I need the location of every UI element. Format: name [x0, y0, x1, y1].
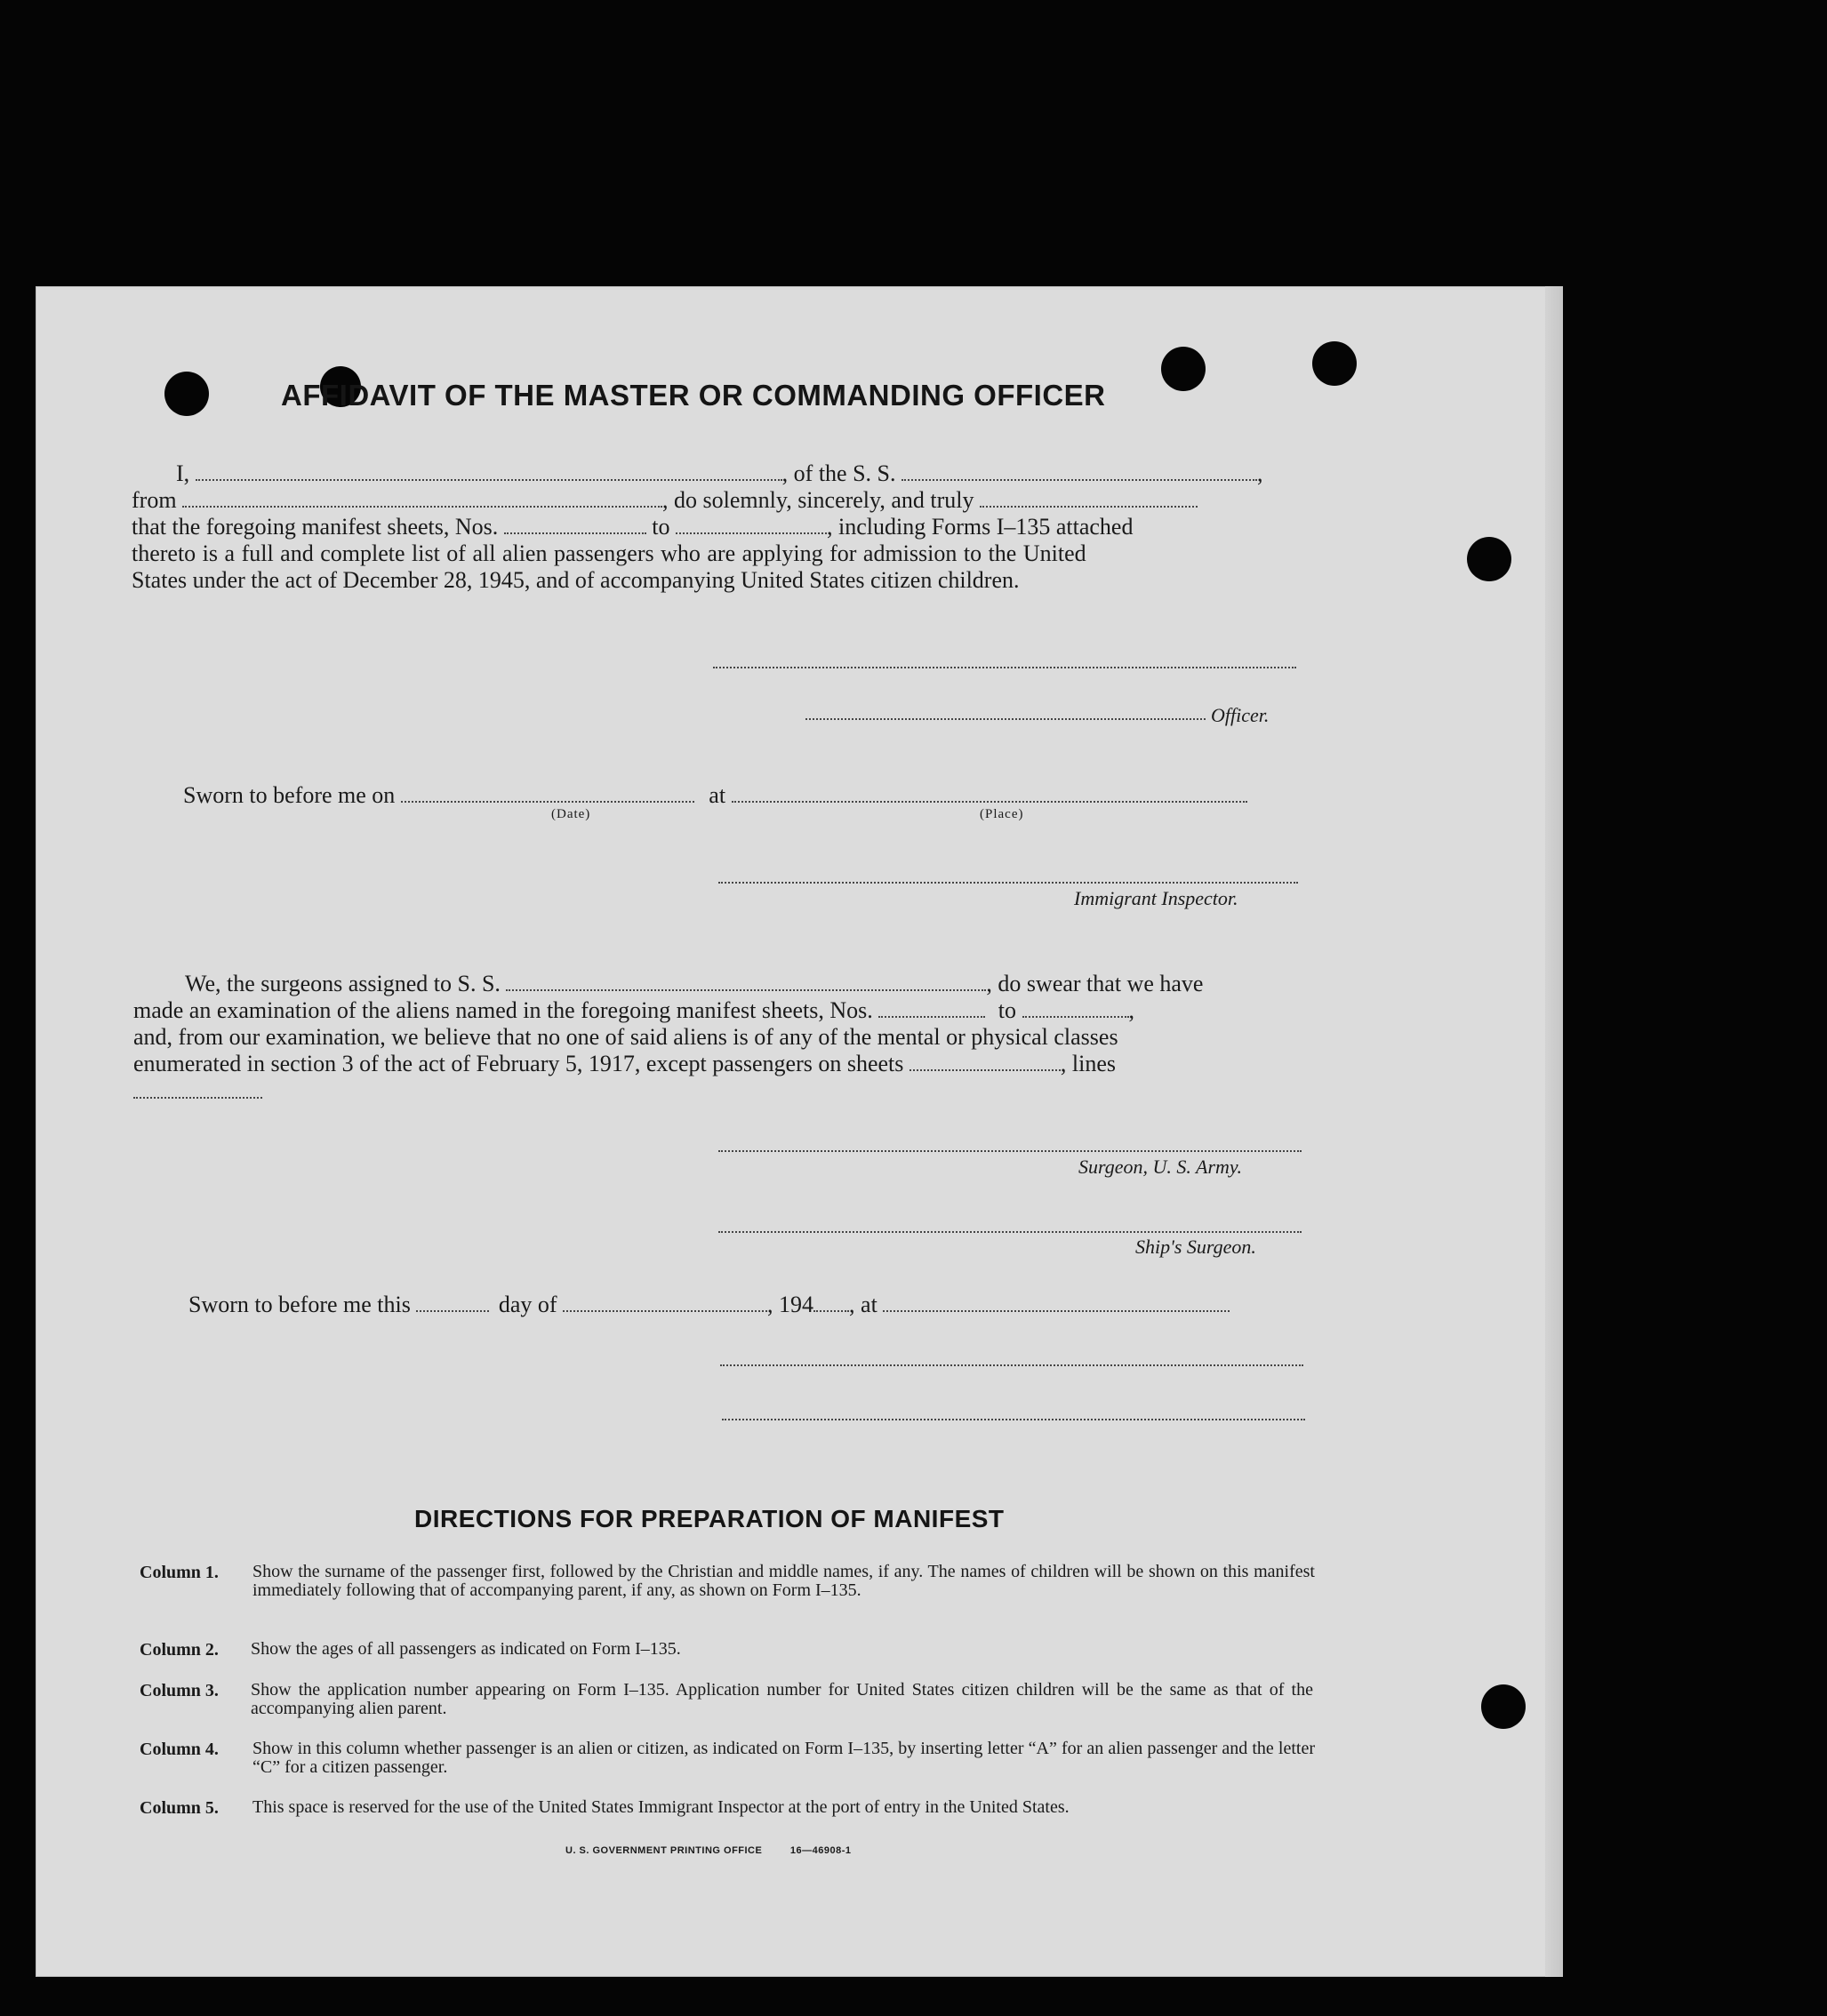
surgeons-line-2	[133, 997, 1134, 1024]
affidavit-text: , including Forms I–135 attached	[827, 514, 1134, 540]
sworn-place-blank[interactable]	[883, 1294, 1230, 1312]
ship-name-blank[interactable]	[901, 463, 1257, 481]
affidavit-text: , do solemnly, sincerely, and truly	[662, 487, 974, 513]
column-label: Column 1.	[140, 1563, 219, 1582]
army-surgeon-signature-line[interactable]	[718, 1150, 1302, 1152]
punch-hole	[1481, 1684, 1526, 1729]
column-label: Column 3.	[140, 1681, 219, 1700]
month-blank[interactable]	[563, 1294, 767, 1312]
column-label: Column 4.	[140, 1740, 219, 1759]
name-blank[interactable]	[196, 463, 782, 481]
affidavit-text: ,	[1257, 460, 1263, 486]
affidavit-text: , of the S. S.	[781, 460, 896, 486]
affidavit-line-3	[132, 514, 1133, 540]
sworn-text: day of	[498, 1292, 557, 1317]
army-surgeon-label: Surgeon, U. S. Army.	[1078, 1156, 1242, 1178]
surgeons-text: , lines	[1060, 1051, 1117, 1076]
day-blank[interactable]	[416, 1294, 489, 1312]
ship-surgeon-signature-line[interactable]	[718, 1231, 1302, 1233]
affidavit-text: to	[652, 514, 670, 540]
date-caption: (Date)	[551, 807, 591, 821]
column-label: Column 5.	[140, 1798, 219, 1818]
sworn-text: Sworn to before me this	[188, 1292, 411, 1317]
year-blank[interactable]	[813, 1294, 849, 1312]
surgeons-text: ,	[1128, 997, 1134, 1023]
surgeons-text: , do swear that we have	[986, 971, 1204, 996]
sworn-text: at	[709, 782, 726, 808]
affidavit-text: from	[132, 487, 177, 513]
date-blank[interactable]	[401, 785, 694, 803]
sworn-text: , 194	[767, 1292, 814, 1317]
surgeons-line-3: and, from our examination, we believe that no one of said aliens is of any of the mental or physical classes	[133, 1024, 1118, 1050]
signature-line[interactable]	[722, 1419, 1305, 1420]
origin-blank[interactable]	[182, 490, 662, 508]
inspector-label: Immigrant Inspector.	[1074, 887, 1238, 909]
surgeons-text: enumerated in section 3 of the act of February 5, 1917, except passengers on sheets	[133, 1051, 904, 1076]
form-code: 16—46908-1	[789, 1845, 852, 1856]
page-edge	[1545, 286, 1563, 1977]
master-signature-line[interactable]	[713, 667, 1296, 668]
sworn-line-1	[183, 782, 1247, 809]
exception-lines-blank[interactable]	[133, 1097, 262, 1099]
punch-hole	[164, 372, 209, 416]
officer-title-line[interactable]	[805, 718, 1206, 720]
directions-heading: DIRECTIONS FOR PREPARATION OF MANIFEST	[414, 1505, 1005, 1532]
sheet-from-blank[interactable]	[504, 516, 646, 534]
sworn-text: , at	[849, 1292, 877, 1317]
surgeons-line-4	[133, 1051, 1116, 1077]
exam-to-blank[interactable]	[1022, 1000, 1129, 1018]
printer-name: U. S. GOVERNMENT PRINTING OFFICE	[565, 1845, 763, 1856]
affidavit-line-1	[176, 460, 1263, 487]
punch-hole	[1312, 341, 1357, 386]
exception-sheets-blank[interactable]	[909, 1053, 1061, 1071]
affidavit-line-5: States under the act of December 28, 1945, and of accompanying United States citizen children.	[132, 567, 1020, 593]
surgeons-text: to	[998, 997, 1016, 1023]
affidavit-line-4: thereto is a full and complete list of all alien passengers who are applying for admission to the United	[132, 540, 1086, 566]
column-description: Show the surname of the passenger first, followed by the Christian and middle names, if any. The names of children will be shown on this manifest immediately following that of accompanying parent, if any, as shown on Form I–135.	[252, 1562, 1315, 1600]
column-description: Show the ages of all passengers as indicated on Form I–135.	[251, 1639, 681, 1659]
exam-from-blank[interactable]	[878, 1000, 985, 1018]
surgeons-text: We, the surgeons assigned to S. S.	[185, 971, 501, 996]
place-caption: (Place)	[980, 807, 1024, 821]
inspector-signature-line[interactable]	[718, 882, 1298, 884]
signature-line[interactable]	[720, 1364, 1303, 1366]
place-blank[interactable]	[732, 785, 1247, 803]
surgeons-line-1	[185, 971, 1203, 997]
surgeons-text: made an examination of the aliens named in the foregoing manifest sheets, Nos.	[133, 997, 873, 1023]
column-label: Column 2.	[140, 1640, 219, 1660]
sworn-line-2	[188, 1292, 1230, 1318]
surgeon-ship-blank[interactable]	[506, 973, 986, 991]
ship-surgeon-label: Ship's Surgeon.	[1135, 1236, 1256, 1258]
oath-blank[interactable]	[980, 490, 1198, 508]
officer-label: Officer.	[1211, 704, 1270, 726]
column-description: This space is reserved for the use of the United States Immigrant Inspector at the port of entry in the United States.	[252, 1797, 1070, 1817]
printer-imprint	[565, 1845, 852, 1856]
sworn-text: Sworn to before me on	[183, 782, 396, 808]
affidavit-line-2	[132, 487, 1198, 514]
affidavit-text: I,	[176, 460, 190, 486]
punch-hole	[1161, 347, 1206, 391]
column-description: Show the application number appearing on Form I–135. Application number for United States citizen children will be the same as that of the accompanying alien parent.	[251, 1680, 1313, 1718]
affidavit-text: that the foregoing manifest sheets, Nos.	[132, 514, 499, 540]
punch-hole	[1467, 537, 1511, 581]
column-description: Show in this column whether passenger is an alien or citizen, as indicated on Form I–135, by inserting letter “A” for an alien passenger and the letter “C” for a citizen passenger.	[252, 1739, 1315, 1777]
sheet-to-blank[interactable]	[676, 516, 827, 534]
affidavit-heading: AFFIDAVIT OF THE MASTER OR COMMANDING OFFICER	[281, 379, 1106, 412]
